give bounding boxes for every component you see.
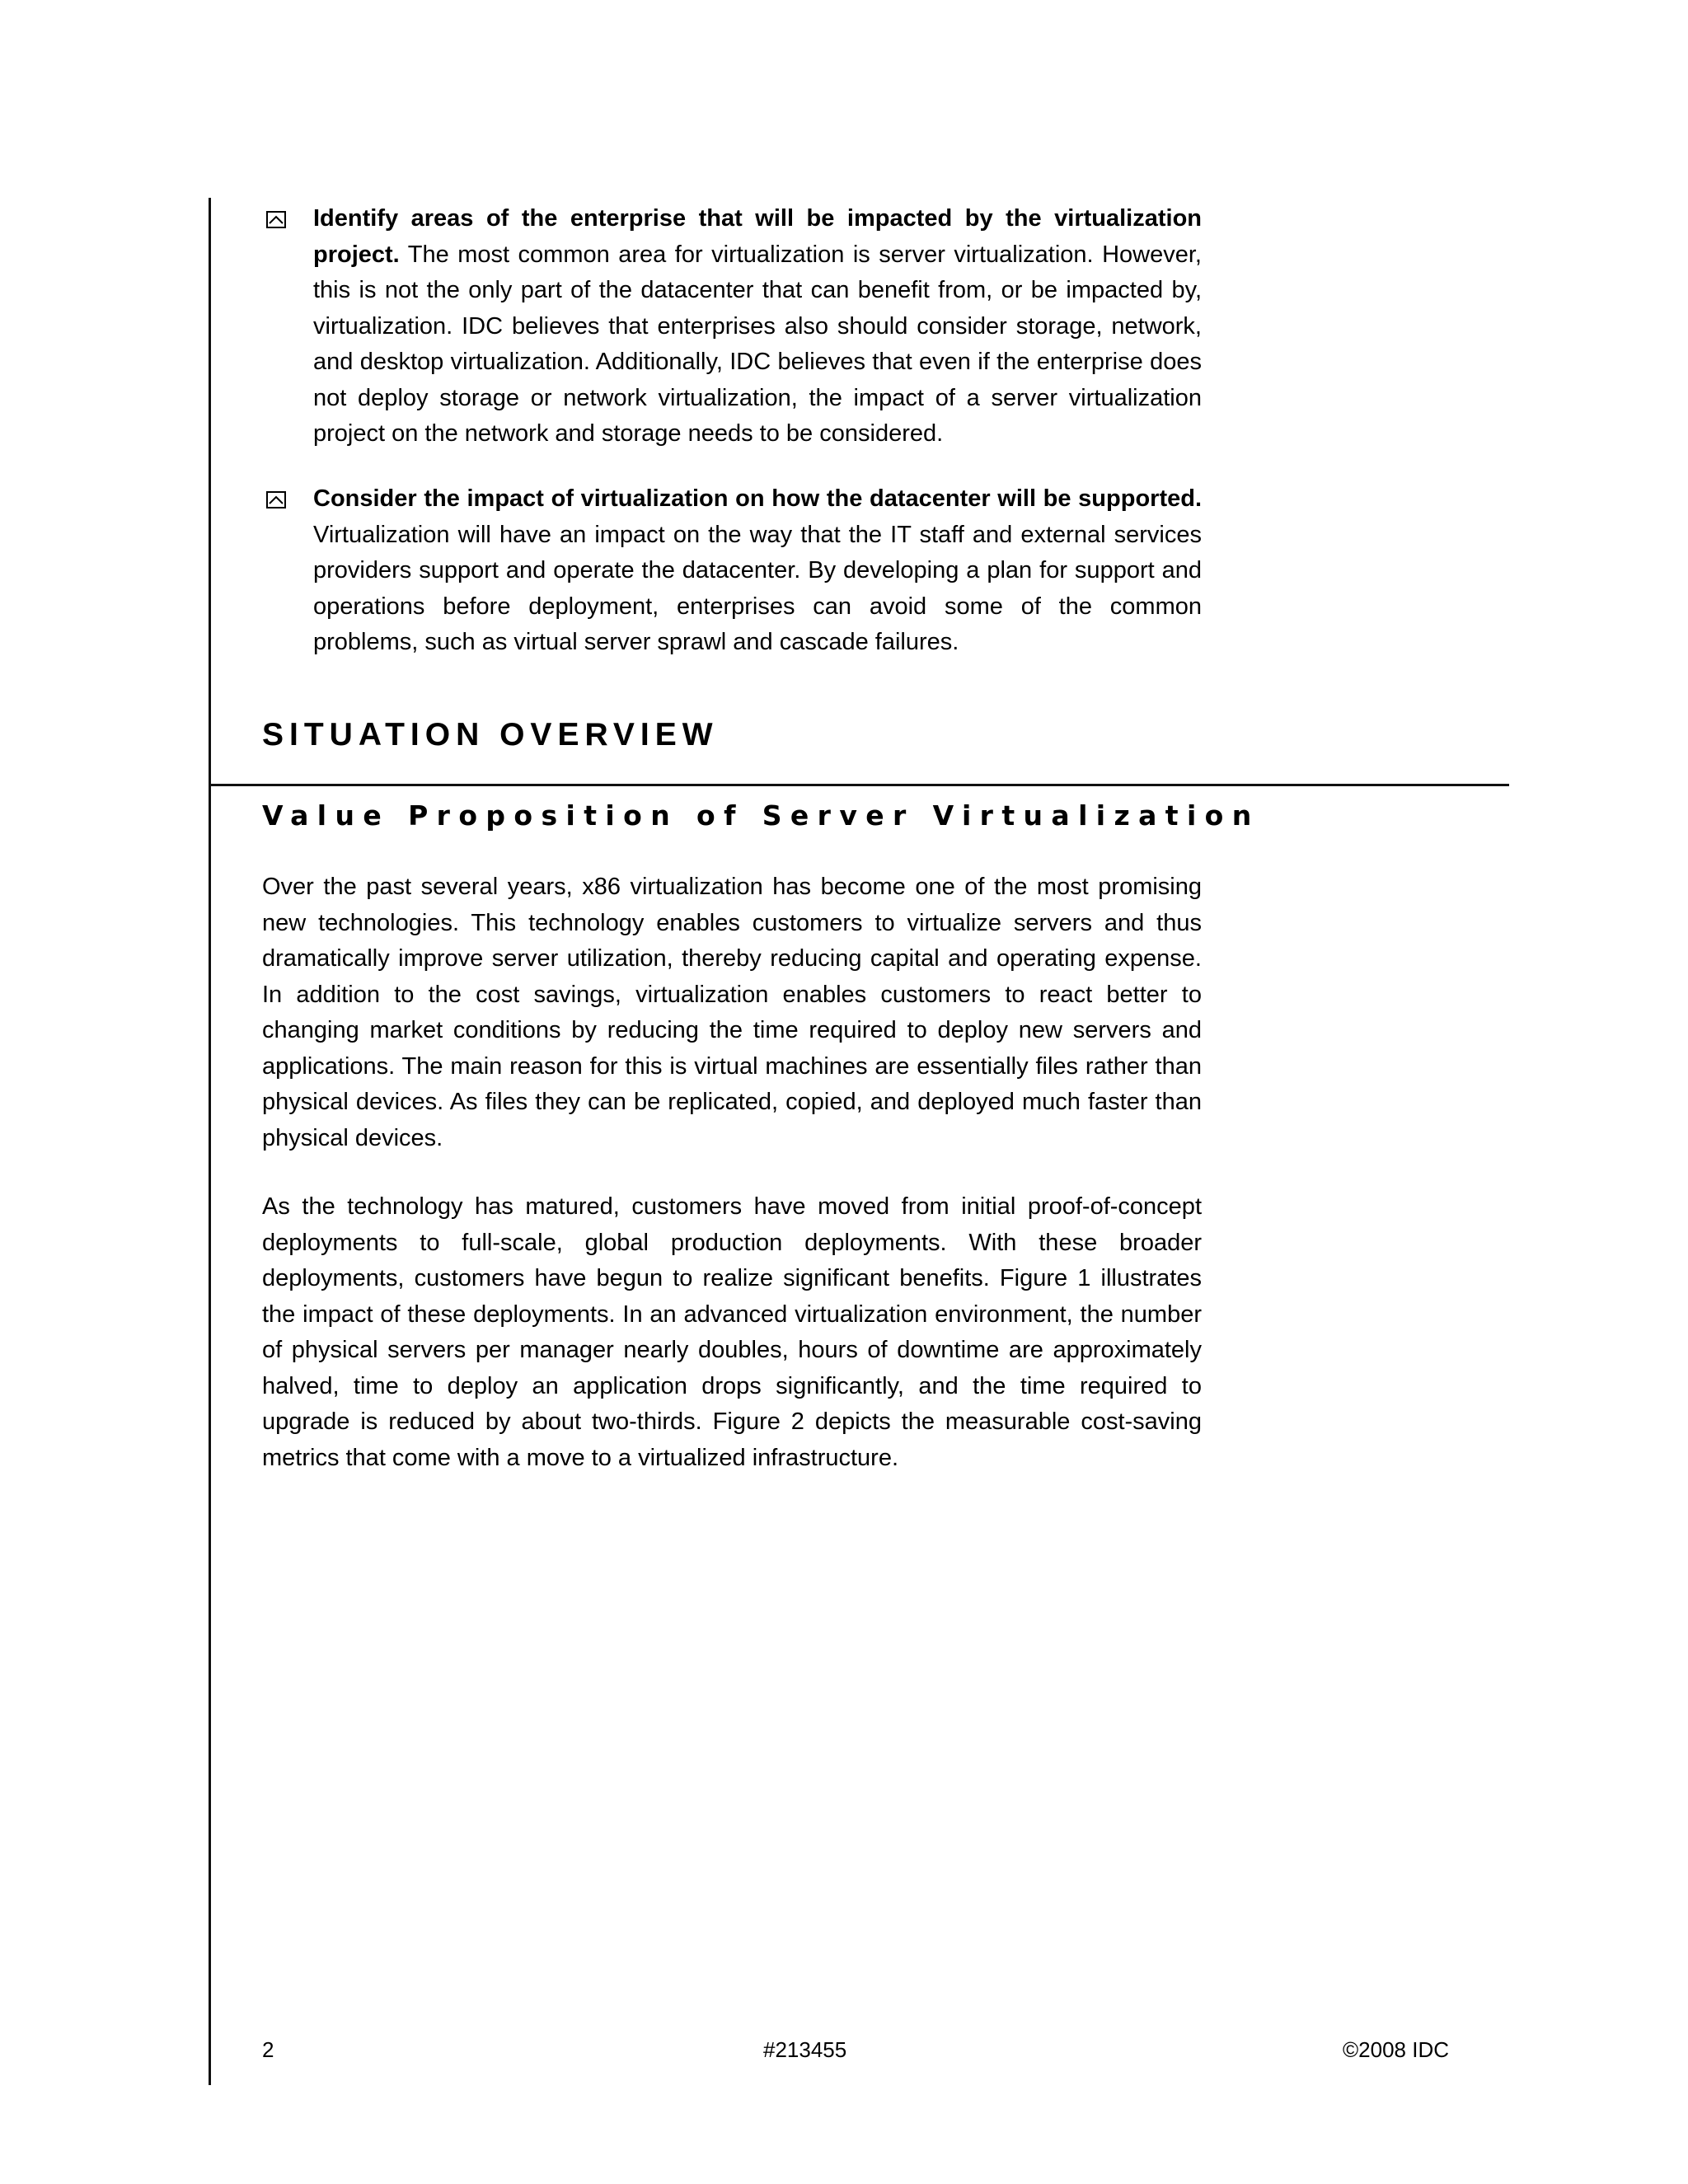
- bullet-item: [262, 481, 1202, 661]
- bullet-item: [262, 201, 1202, 452]
- bullet-lead: Identify areas of the enterprise that will be impacted by the virtualization project.: [313, 205, 1202, 268]
- bullet-body: The most common area for virtualization is server virtualization. However, this is not the only part of the datacenter that can benefit from, or be impacted by, virtualization. IDC believes that enterprises also should consider storage, network, and desktop virtualization. Additionally, IDC believes that even if the enterprise does not deploy storage or network virtualization, the impact of a server virtualization project on the network and storage needs to be considered.: [313, 241, 1202, 447]
- bullet-text: [313, 201, 1202, 452]
- checkbox-icon: [266, 491, 286, 509]
- document-id: #213455: [763, 2037, 847, 2062]
- bullet-body: Virtualization will have an impact on the way that the IT staff and external services providers support and operate the datacenter. By developing a plan for support and operations before deployment, enterprises can avoid some of the common problems, such as virtual server sprawl and cascade failures.: [313, 521, 1202, 655]
- subsection-title: Value Proposition of Server Virtualization: [262, 799, 1260, 832]
- body-paragraph: As the technology has matured, customers have moved from initial proof-of-concept deployments to full-scale, global production deployments. With these broader deployments, customers have begun to realize significant benefits. Figure 1 illustrates the impact of these deployments. In an advanced virtualization environment, the number of physical servers per manager nearly doubles, hours of downtime are approximately halved, time to deploy an application drops significantly, and the time required to upgrade is reduced by about two-thirds. Figure 2 depicts the measurable cost-saving metrics that come with a move to a virtualized infrastructure.: [262, 1193, 1202, 1471]
- page-number: 2: [262, 2037, 274, 2062]
- section-title: SITUATION OVERVIEW: [262, 717, 719, 752]
- checkbox-icon: [266, 211, 286, 228]
- bullet-text: [313, 481, 1202, 661]
- copyright: ©2008 IDC: [1343, 2037, 1449, 2062]
- left-margin-rule: [209, 198, 211, 2085]
- bullet-lead: Consider the impact of virtualization on how the datacenter will be supported.: [313, 485, 1202, 512]
- body-paragraph: Over the past several years, x86 virtualization has become one of the most promising new technologies. This technology enables customers to virtualize servers and thus dramatically improve server utilization, thereby reducing capital and operating expense. In addition to the cost savings, virtualization enables customers to react better to changing market conditions by reducing the time required to deploy new servers and applications. The main reason for this is virtual machines are essentially files rather than physical devices. As files they can be replicated, copied, and deployed much faster than physical devices.: [262, 874, 1202, 1151]
- section-divider: [209, 784, 1509, 786]
